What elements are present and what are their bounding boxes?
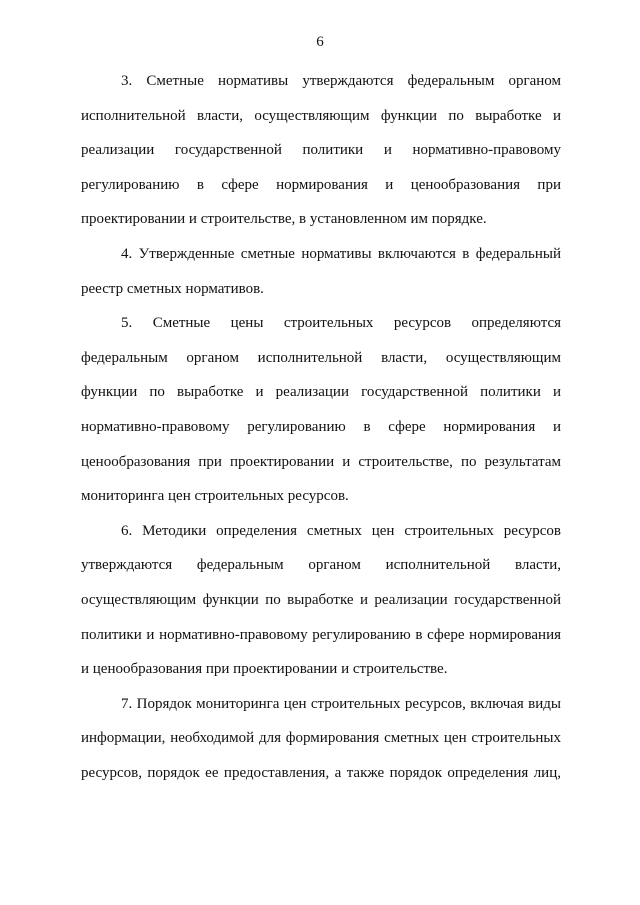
paragraph-6: 6. Методики определения сметных цен строительных ресурсов утверждаются федеральным органом исполнительной власти, осуществляющим функции по выработке и реализации государственной политики и нормативно-правовому регулированию в сфере нормирования и ценообразования при проектировании и строительстве. (81, 522, 561, 678)
paragraph-3: 3. Сметные нормативы утверждаются федеральным органом исполнительной власти, осуществляющим функции по выработке и реализации государственной политики и нормативно-правовому регулированию в сфере нормирования и ценообразования при проектировании и строительстве, в установленном им порядке. (81, 73, 561, 228)
paragraph-5: 5. Сметные цены строительных ресурсов определяются федеральным органом исполнительной власти, осуществляющим функции по выработке и реализации государственной политики и нормативно-правовому регулированию в сфере нормирования и ценообразования при проектировании и строительстве, по результатам мониторинга цен строительных ресурсов. (81, 315, 561, 505)
paragraph-7: 7. Порядок мониторинга цен строительных ресурсов, включая виды информации, необходимой для формирования сметных цен строительных ресурсов, порядок ее предоставления, а также порядок определения лиц, (81, 695, 561, 781)
document-body (81, 64, 561, 790)
page-number: 6 (316, 34, 324, 50)
paragraph-4: 4. Утвержденные сметные нормативы включаются в федеральный реестр сметных нормативов. (81, 245, 561, 297)
